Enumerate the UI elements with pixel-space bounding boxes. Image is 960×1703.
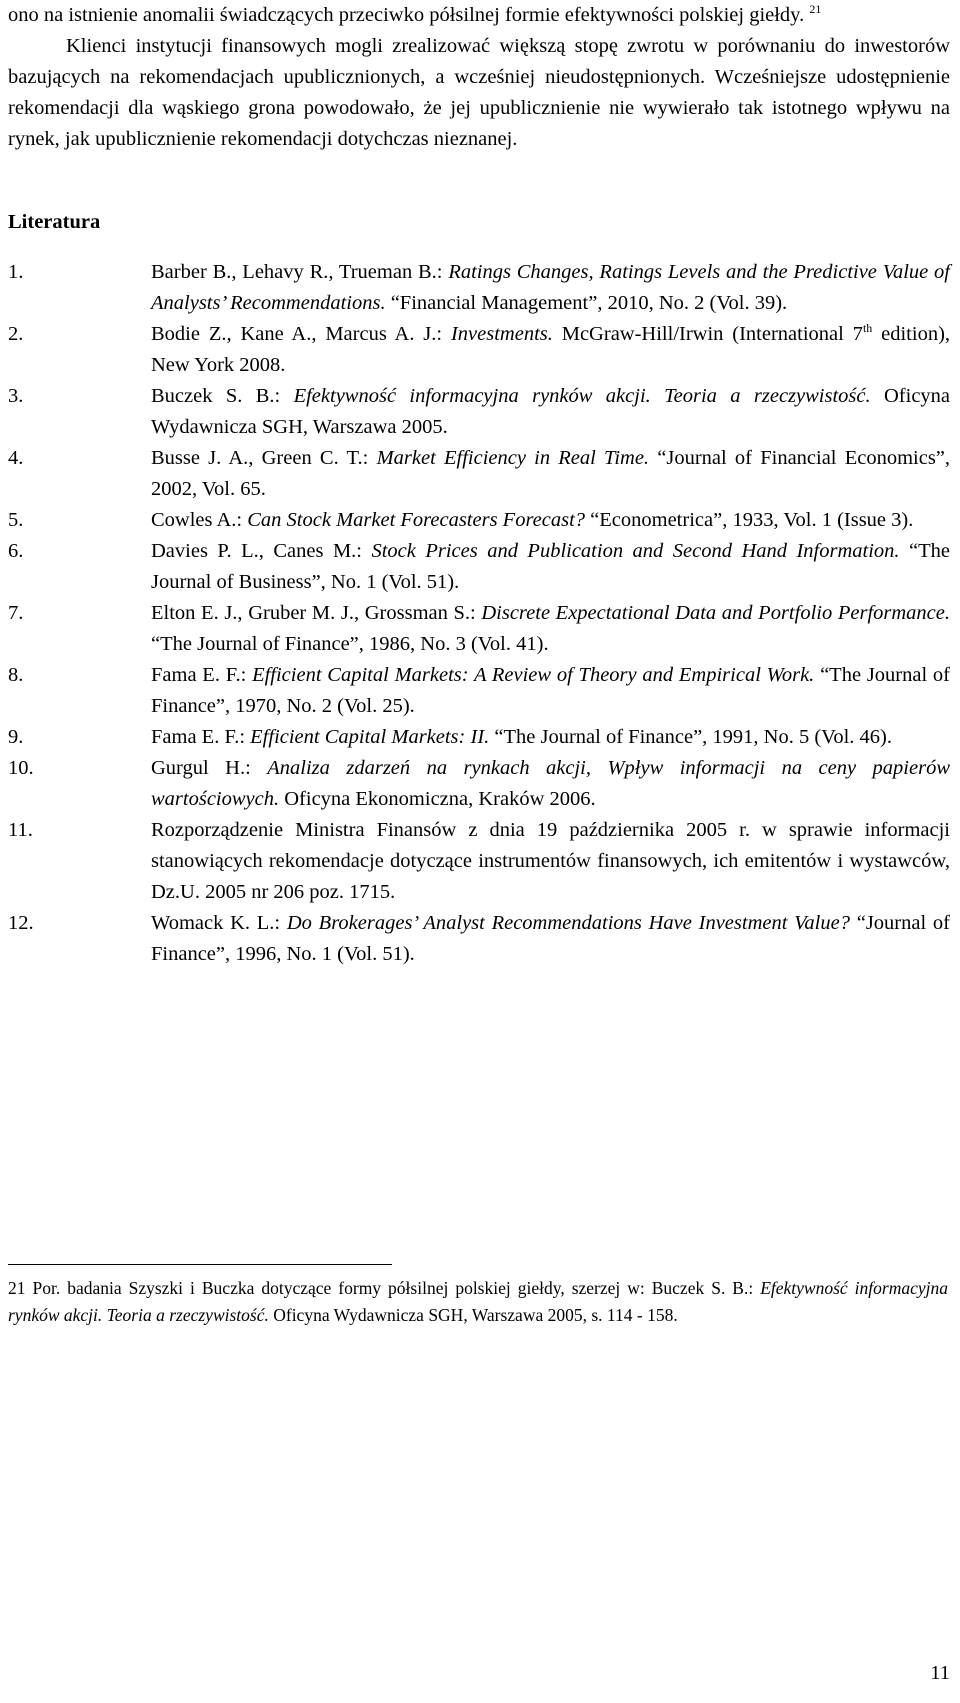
main-text [8,0,950,970]
reference-author: Gurgul H.: [151,757,251,779]
reference-source: “Journal of Financial Economics”, 2002, Vol. 65. [151,447,951,500]
reference-title: Can Stock Market Forecasters Forecast? [247,509,586,531]
reference-title: Ratings Changes, Ratings Levels and the Predictive Value of Analysts’ Recommendations. [151,261,950,314]
reference-author: Bodie Z., Kane A., Marcus A. J.: [151,323,443,345]
reference-title: Stock Prices and Publication and Second Hand Information. [371,540,900,562]
reference-item [8,381,950,443]
reference-item [8,319,950,381]
reference-number: 9. [8,726,24,748]
footnote-reference[interactable]: 21 [809,2,822,17]
reference-number: 8. [8,664,24,686]
reference-item [8,722,950,753]
reference-source: “Journal of Finance”, 1996, No. 1 (Vol. 51). [151,912,950,965]
reference-number: 11. [8,819,33,841]
reference-list [8,257,950,970]
footnote [8,1275,948,1329]
reference-item [8,753,950,815]
reference-number: 7. [8,602,24,624]
reference-number: 2. [8,323,24,345]
paragraph-text: Klienci instytucji finansowych mogli zrealizować większą stopę zwrotu w porównaniu do inwestorów bazujących na rekomendacjach upublicznionych, a wcześniej nieudostępnionych. Wcześniejsze udostępnienie rekomendacji dla wąskiego grona powodowało, że jej upublicznienie nie wywierało tak istotnego wpływu na rynek, jak upublicznienie rekomendacji dotychczas nieznanej. [8,35,950,150]
reference-title: Market Efficiency in Real Time. [376,447,650,469]
page-number: 11 [930,1662,950,1684]
reference-number: 3. [8,385,24,407]
reference-title: Efektywność informacyjna rynków akcji. Teoria a rzeczywistość. [293,385,871,407]
reference-title: Discrete Expectational Data and Portfolio Performance. [481,602,950,624]
reference-source: Oficyna Ekonomiczna, Kraków 2006. [284,788,596,810]
reference-author: Busse J. A., Green C. T.: [151,447,369,469]
reference-author: Buczek S. B.: [151,385,281,407]
reference-title: Efficient Capital Markets: A Review of Theory and Empirical Work. [252,664,815,686]
reference-source: “The Journal of Finance”, 1970, No. 2 (Vol. 25). [151,664,951,717]
reference-author: Fama E. F.: [151,664,247,686]
reference-number: 1. [8,261,24,283]
body-paragraph-2 [8,31,950,155]
reference-title: Investments. [450,323,553,345]
reference-author: Rozporządzenie Ministra Finansów z dnia 19 października 2005 r. w sprawie informacji stanowiących rekomendacje dotyczące instrumentów finansowych, ich emitentów i wystawców, Dz.U. 2005 nr 206 poz. 1715. [151,819,950,903]
reference-title: Efficient Capital Markets: II. [250,726,490,748]
reference-number: 12. [8,912,34,934]
footnote-text: 21 Por. badania Szyszki i Buczka dotyczące formy półsilnej polskiej giełdy, szerzej w: Buczek S. B.: [8,1278,754,1298]
reference-title: Analiza zdarzeń na rynkach akcji, Wpływ informacji na ceny papierów wartościowych. [151,757,950,810]
reference-item [8,598,950,660]
reference-source-continued: edition), New York 2008. [151,323,951,376]
reference-number: 10. [8,757,34,779]
reference-item [8,815,950,908]
reference-source: Oficyna Wydawnicza SGH, Warszawa 2005. [151,385,951,438]
paragraph-text: ono na istnienie anomalii świadczących przeciwko półsilnej formie efektywności polskiej giełdy. [8,4,805,26]
footnote-separator [8,1264,392,1265]
reference-title: Do Brokerages’ Analyst Recommendations Have Investment Value? [286,912,850,934]
reference-source: “Econometrica”, 1933, Vol. 1 (Issue 3). [590,509,914,531]
reference-source: “The Journal of Business”, No. 1 (Vol. 51). [151,540,951,593]
reference-author: Cowles A.: [151,509,243,531]
reference-source: “Financial Management”, 2010, No. 2 (Vol. 39). [390,292,788,314]
reference-item [8,660,950,722]
ordinal-superscript: th [862,321,873,336]
reference-number: 6. [8,540,24,562]
reference-author: Elton E. J., Gruber M. J., Grossman S.: [151,602,476,624]
reference-source: “The Journal of Finance”, 1991, No. 5 (Vol. 46). [494,726,892,748]
footnote-source: Oficyna Wydawnicza SGH, Warszawa 2005, s. 114 - 158. [273,1305,678,1325]
reference-author: Davies P. L., Canes M.: [151,540,362,562]
literature-heading: Literatura [8,211,101,233]
reference-item [8,536,950,598]
reference-author: Fama E. F.: [151,726,246,748]
reference-author: Womack K. L.: [151,912,281,934]
reference-item [8,505,950,536]
reference-number: 4. [8,447,24,469]
reference-source: “The Journal of Finance”, 1986, No. 3 (Vol. 41). [151,633,549,655]
reference-item [8,443,950,505]
reference-item [8,908,950,970]
body-paragraph-1 [8,0,950,31]
reference-number: 5. [8,509,24,531]
reference-source: McGraw-Hill/Irwin (International 7 [561,323,863,345]
reference-item [8,257,950,319]
reference-author: Barber B., Lehavy R., Trueman B.: [151,261,443,283]
footnote-title: Efektywność informacyjna rynków akcji. Teoria a rzeczywistość. [8,1278,948,1325]
